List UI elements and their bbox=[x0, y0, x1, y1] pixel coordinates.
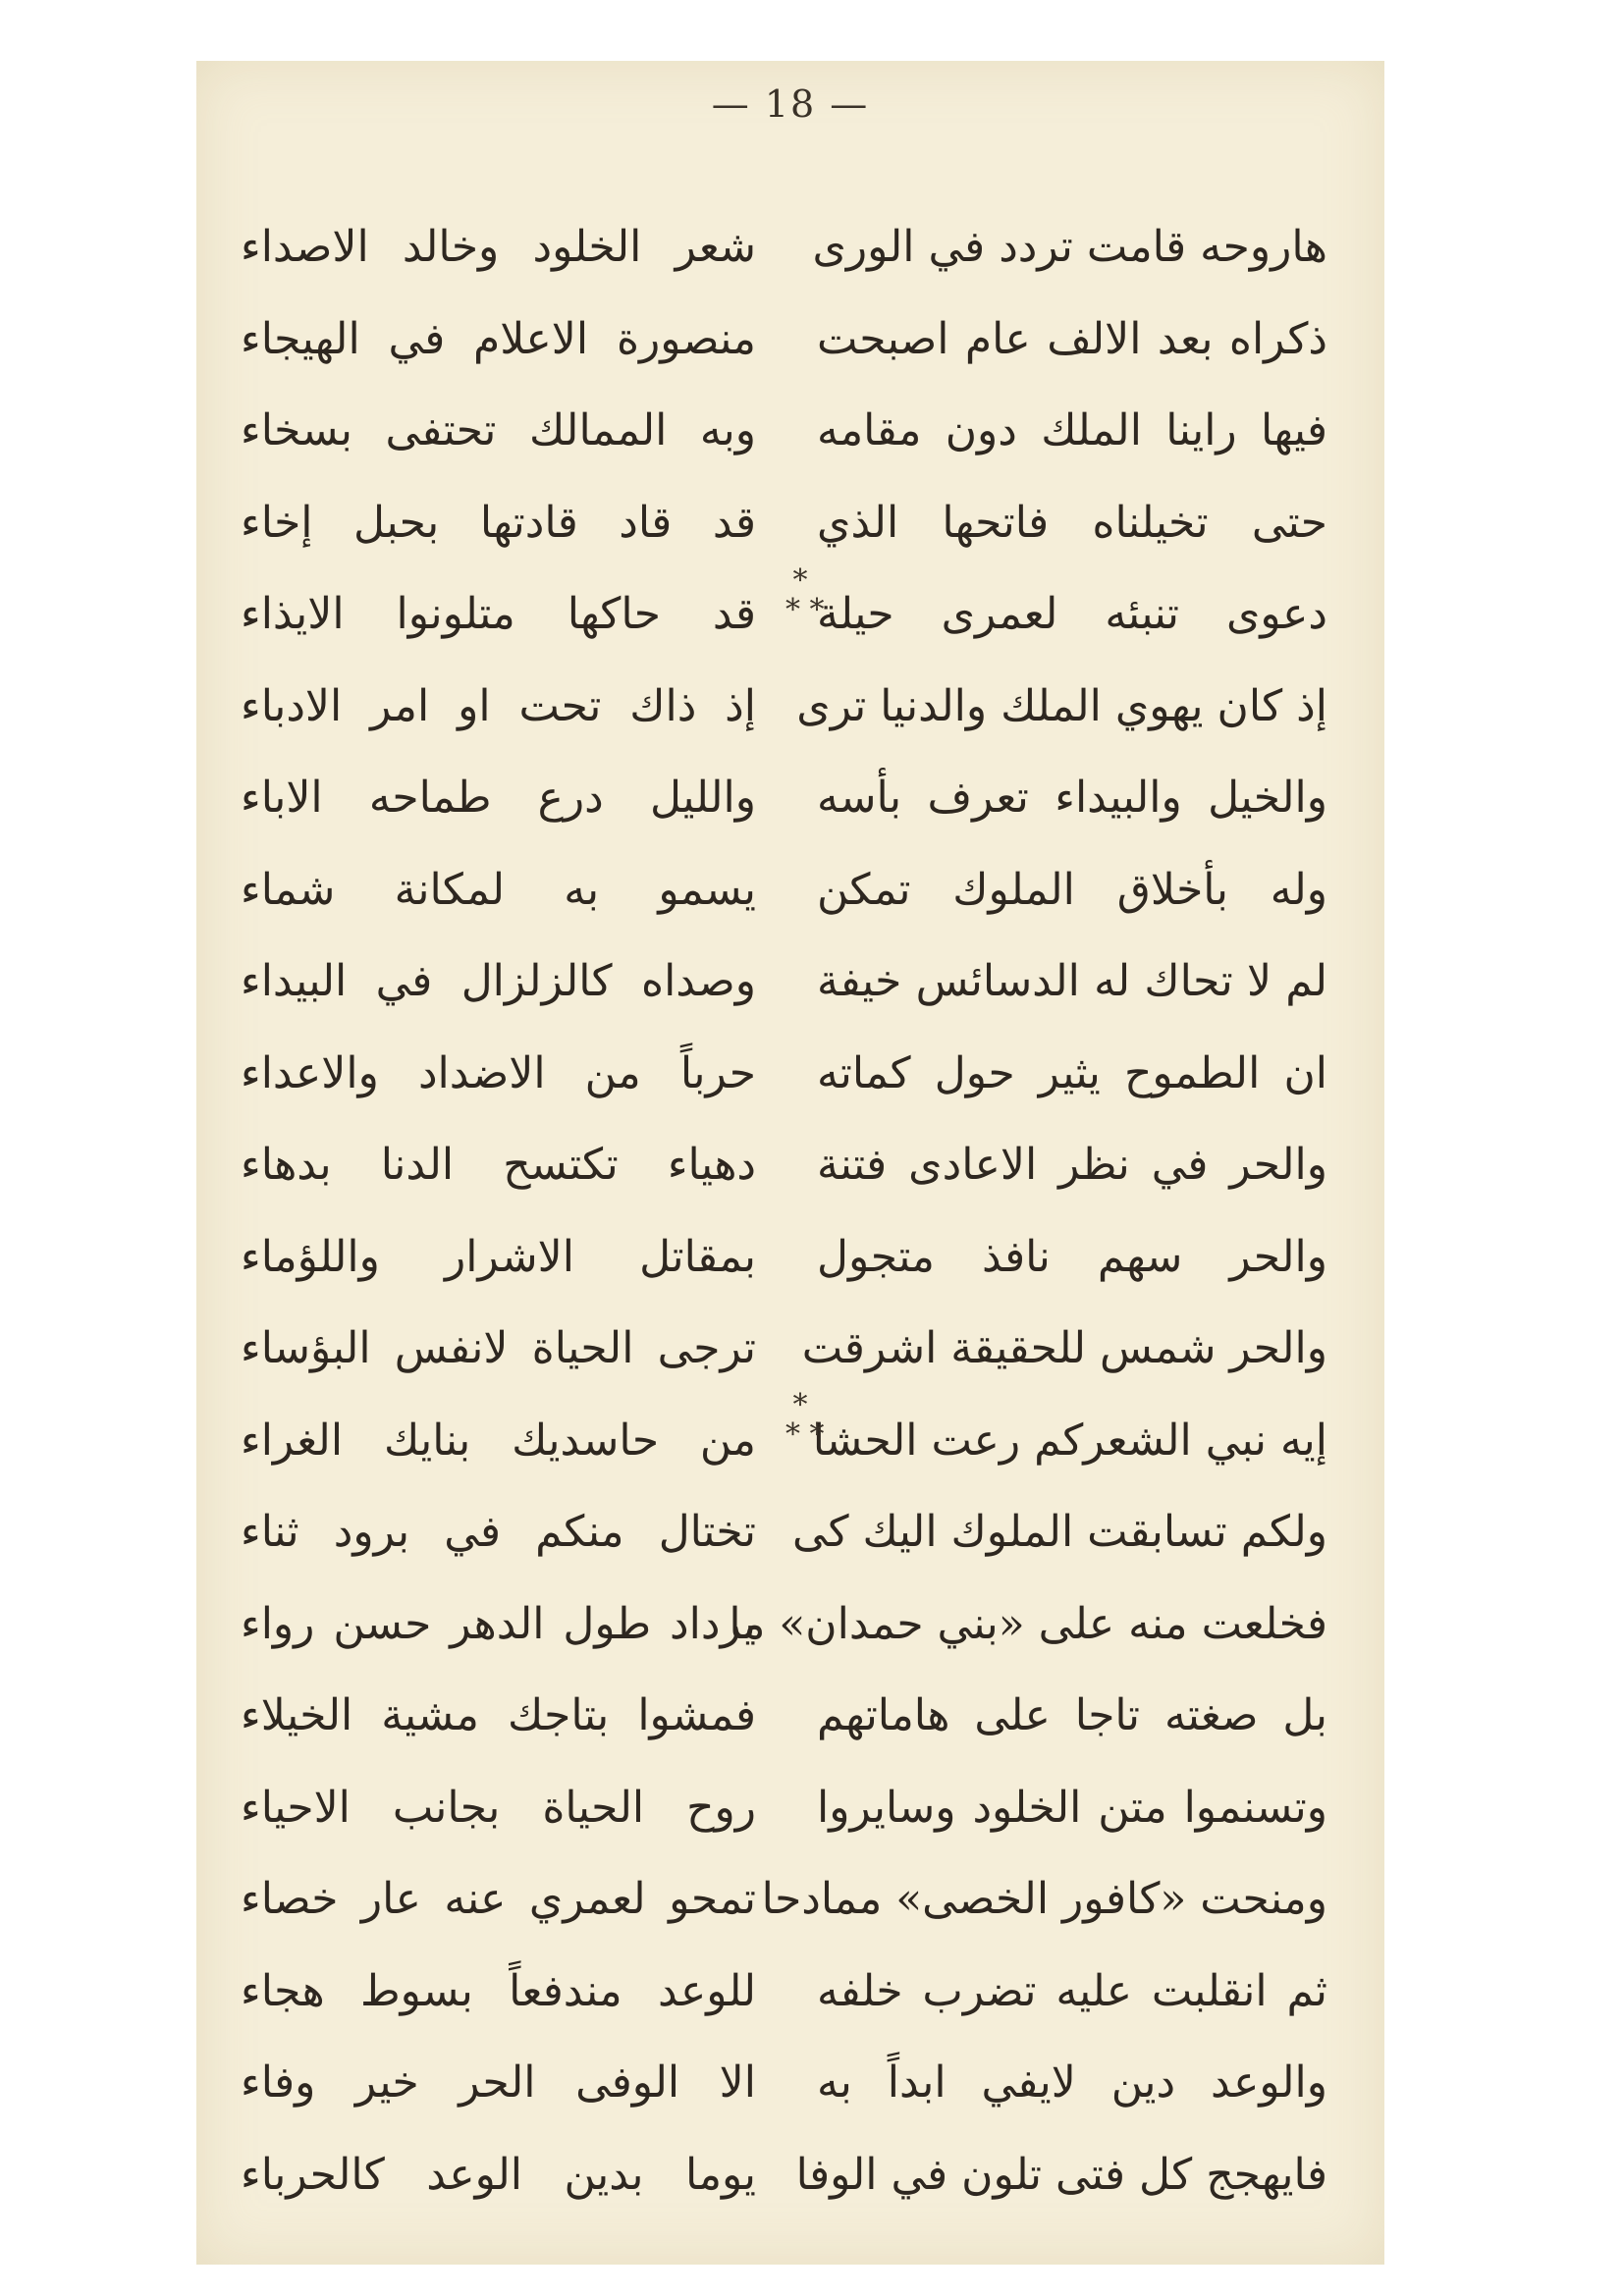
page-number: — 18 — bbox=[711, 82, 870, 126]
verse-line bbox=[196, 2128, 1384, 2222]
verse-second-hemistich: بمقاتل الاشرار واللؤماء bbox=[241, 1231, 756, 1282]
verse-second-hemistich: تختال منكم في برود ثناء bbox=[241, 1507, 756, 1557]
verse-first-hemistich: ومنحت «كافور الخصى» ممادحا bbox=[761, 1874, 1327, 1924]
verse-second-hemistich: وصداه كالزلزال في البيداء bbox=[241, 956, 756, 1006]
verse-line bbox=[196, 1027, 1384, 1121]
verse-first-hemistich: ثم انقلبت عليه تضرب خلفه bbox=[817, 1965, 1327, 2016]
verse-first-hemistich: فايهجج كل فتى تلون في الوفا bbox=[795, 2149, 1327, 2200]
verse-line bbox=[196, 1852, 1384, 1947]
verse-line bbox=[196, 2036, 1384, 2130]
verse-line bbox=[196, 1118, 1384, 1212]
verse-line bbox=[196, 843, 1384, 937]
verse-line bbox=[196, 751, 1384, 845]
poem bbox=[196, 61, 1384, 2265]
verse-first-hemistich: دعوى تنبئه لعمرى حيلة bbox=[817, 589, 1327, 639]
verse-second-hemistich: للوعد مندفعاً بسوط هجاء bbox=[241, 1965, 756, 2016]
verse-second-hemistich: فمشوا بتاجك مشية الخيلاء bbox=[241, 1690, 756, 1740]
verse-first-hemistich: والحر سهم نافذ متجول bbox=[817, 1231, 1327, 1282]
verse-second-hemistich: وبه الممالك تحتفى بسخاء bbox=[241, 405, 756, 455]
verse-second-hemistich: يوما بدين الوعد كالحرباء bbox=[241, 2149, 756, 2200]
verse-line bbox=[196, 1485, 1384, 1579]
verse-first-hemistich: وتسنموا متن الخلود وسايروا bbox=[817, 1782, 1327, 1833]
verse-first-hemistich: والخيل والبيداء تعرف بأسه bbox=[817, 773, 1327, 823]
verse-line bbox=[196, 200, 1384, 294]
verse-second-hemistich: شعر الخلود وخالد الاصداء bbox=[241, 222, 756, 272]
separator-mark: * * * bbox=[785, 563, 825, 627]
book-page bbox=[196, 61, 1384, 2265]
verse-first-hemistich: والحر في نظر الاعادى فتنة bbox=[817, 1140, 1327, 1190]
verse-second-hemistich: يسمو به لمكانة شماء bbox=[241, 864, 756, 915]
verse-first-hemistich: إيه نبي الشعركم رعت الحشا bbox=[812, 1415, 1327, 1466]
verse-line bbox=[196, 1945, 1384, 2039]
verse-second-hemistich: قد حاكها متلونوا الايذاء bbox=[241, 589, 756, 639]
verse-second-hemistich: يزداد طول الدهر حسن رواء bbox=[241, 1598, 756, 1649]
verse-first-hemistich: فيها راينا الملك دون مقامه bbox=[817, 405, 1327, 455]
verse-first-hemistich: ان الطموح يثير حول كماته bbox=[817, 1047, 1327, 1098]
verse-second-hemistich: قد قاد قادتها بحبل إخاء bbox=[241, 497, 756, 548]
verse-first-hemistich: والحر شمس للحقيقة اشرقت bbox=[801, 1323, 1327, 1373]
verse-first-hemistich: بل صغته تاجا على هاماتهم bbox=[817, 1690, 1327, 1740]
verse-line bbox=[196, 1210, 1384, 1305]
verse-line bbox=[196, 934, 1384, 1029]
separator-mark: * * * bbox=[785, 1388, 825, 1452]
verse-second-hemistich: دهياء تكتسح الدنا بدهاء bbox=[241, 1140, 756, 1190]
verse-first-hemistich: ولكم تسابقت الملوك اليك كى bbox=[791, 1507, 1327, 1557]
verse-second-hemistich: من حاسديك بنايك الغراء bbox=[241, 1415, 756, 1466]
verse-second-hemistich: ترجى الحياة لانفس البؤساء bbox=[241, 1323, 756, 1373]
verse-line bbox=[196, 1761, 1384, 1855]
verse-line bbox=[196, 476, 1384, 570]
verse-line bbox=[196, 384, 1384, 478]
verse-line bbox=[196, 1302, 1384, 1396]
verse-second-hemistich: حرباً من الاضداد والاعداء bbox=[241, 1047, 756, 1098]
verse-first-hemistich: فخلعت منه على «بني حمدان» ما bbox=[729, 1598, 1327, 1649]
verse-second-hemistich: منصورة الاعلام في الهيجاء bbox=[241, 313, 756, 364]
verse-first-hemistich: حتى تخيلناه فاتحها الذي bbox=[817, 497, 1327, 548]
verse-second-hemistich: والليل درع طماحه الاباء bbox=[241, 773, 756, 823]
verse-first-hemistich: هاروحه قامت تردد في الورى bbox=[812, 222, 1327, 272]
verse-line bbox=[196, 1669, 1384, 1763]
verse-first-hemistich: وله بأخلاق الملوك تمكن bbox=[817, 864, 1327, 915]
verse-line bbox=[196, 1577, 1384, 1672]
verse-first-hemistich: ذكراه بعد الالف عام اصبحت bbox=[817, 313, 1327, 364]
verse-first-hemistich: إذ كان يهوي الملك والدنيا ترى bbox=[796, 680, 1327, 731]
verse-first-hemistich: لم لا تحاك له الدسائس خيفة bbox=[817, 956, 1327, 1006]
verse-line bbox=[196, 660, 1384, 754]
verse-second-hemistich: إذ ذاك تحت او امر الادباء bbox=[241, 680, 756, 731]
verse-second-hemistich: روح الحياة بجانب الاحياء bbox=[241, 1782, 756, 1833]
verse-second-hemistich: تمحو لعمري عنه عار خصاء bbox=[241, 1874, 756, 1924]
verse-second-hemistich: الا الوفى الحر خير وفاء bbox=[241, 2057, 756, 2108]
verse-line bbox=[196, 293, 1384, 387]
verse-first-hemistich: والوعد دين لايفي ابداً به bbox=[817, 2057, 1327, 2108]
